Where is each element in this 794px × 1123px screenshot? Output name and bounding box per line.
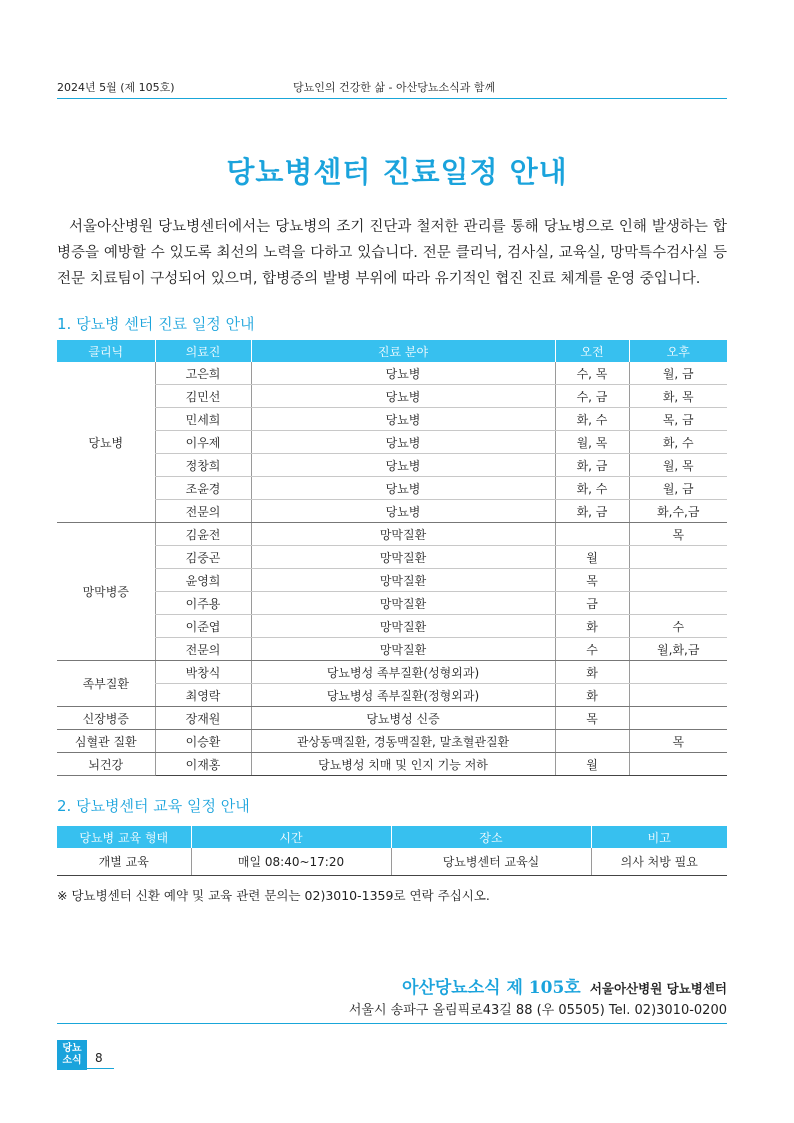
page-title: 당뇨병센터 진료일정 안내 bbox=[226, 155, 568, 189]
clinic-cell: 족부질환 bbox=[57, 661, 155, 707]
edu-note-cell: 의사 처방 필요 bbox=[591, 848, 727, 876]
am-cell: 월, 목 bbox=[555, 431, 629, 454]
clinic-cell: 뇌건강 bbox=[57, 753, 155, 776]
header-tagline: 당뇨인의 건강한 삶 - 아산당뇨소식과 함께 bbox=[293, 81, 496, 94]
education-header-row bbox=[57, 826, 727, 848]
page-number: 8 bbox=[95, 1051, 103, 1065]
am-cell: 목 bbox=[555, 569, 629, 592]
field-cell: 당뇨병 bbox=[251, 385, 555, 408]
pm-cell: 수 bbox=[629, 615, 727, 638]
pm-cell: 월, 금 bbox=[629, 362, 727, 385]
table-row bbox=[57, 638, 727, 661]
doctor-cell: 윤영희 bbox=[155, 569, 251, 592]
pm-cell bbox=[629, 661, 727, 684]
am-cell: 수, 목 bbox=[555, 362, 629, 385]
table-row bbox=[57, 546, 727, 569]
newsletter-badge bbox=[57, 1040, 87, 1070]
pm-cell: 목 bbox=[629, 523, 727, 546]
page-number-underline bbox=[57, 1068, 114, 1069]
clinic-cell: 당뇨병 bbox=[57, 362, 155, 523]
field-cell: 당뇨병 bbox=[251, 362, 555, 385]
field-cell: 망막질환 bbox=[251, 569, 555, 592]
doctor-cell: 이재홍 bbox=[155, 753, 251, 776]
col-header-am: 오전 bbox=[555, 340, 629, 362]
schedule-header-row bbox=[57, 340, 727, 362]
table-row bbox=[57, 569, 727, 592]
doctor-cell: 박창식 bbox=[155, 661, 251, 684]
intro-text: 서울아산병원 당뇨병센터에서는 당뇨병의 조기 진단과 철저한 관리를 통해 당뇨병으로 인해 발생하는 합병증을 예방할 수 있도록 최선의 노력을 다하고 있습니다. 전문 클리닉, 검사실, 교육실, 망막특수검사실 등 전문 치료팀이 구성되어 있으며, 합병증의 발병 부위에 따라 유기적인 협진 진료 체계를 운영 중입니다. bbox=[57, 219, 727, 287]
am-cell: 화 bbox=[555, 661, 629, 684]
am-cell: 화 bbox=[555, 684, 629, 707]
pm-cell: 목, 금 bbox=[629, 408, 727, 431]
pm-cell: 화, 수 bbox=[629, 431, 727, 454]
pm-cell bbox=[629, 684, 727, 707]
col-header-remark: 비고 bbox=[591, 826, 727, 848]
badge-line1: 당뇨 bbox=[62, 1043, 82, 1054]
table-row bbox=[57, 477, 727, 500]
field-cell: 당뇨병 bbox=[251, 500, 555, 523]
col-header-clinic: 클리닉 bbox=[57, 340, 155, 362]
am-cell: 화, 금 bbox=[555, 500, 629, 523]
table-row bbox=[57, 523, 727, 546]
table-row bbox=[57, 592, 727, 615]
pm-cell bbox=[629, 546, 727, 569]
am-cell: 화, 금 bbox=[555, 454, 629, 477]
field-cell: 당뇨병 bbox=[251, 477, 555, 500]
table-row bbox=[57, 661, 727, 684]
table-row bbox=[57, 362, 727, 385]
doctor-cell: 민세희 bbox=[155, 408, 251, 431]
page-header bbox=[57, 79, 727, 97]
col-header-edu-type: 당뇨병 교육 형태 bbox=[57, 826, 191, 848]
section2-title: 2. 당뇨병센터 교육 일정 안내 bbox=[57, 797, 250, 815]
table-row bbox=[57, 707, 727, 730]
doctor-cell: 최영락 bbox=[155, 684, 251, 707]
education-row bbox=[57, 848, 727, 876]
field-cell: 망막질환 bbox=[251, 592, 555, 615]
edu-type-cell: 개별 교육 bbox=[57, 848, 191, 876]
field-cell: 당뇨병 bbox=[251, 454, 555, 477]
am-cell: 월 bbox=[555, 546, 629, 569]
doctor-cell: 김민선 bbox=[155, 385, 251, 408]
table-row bbox=[57, 684, 727, 707]
badge-line2: 소식 bbox=[62, 1055, 82, 1066]
am-cell: 목 bbox=[555, 707, 629, 730]
col-header-place: 장소 bbox=[391, 826, 591, 848]
am-cell: 화, 수 bbox=[555, 477, 629, 500]
publication-name: 아산당뇨소식 제 105호 bbox=[402, 978, 581, 998]
am-cell: 화 bbox=[555, 615, 629, 638]
doctor-cell: 조윤경 bbox=[155, 477, 251, 500]
header-divider bbox=[57, 98, 727, 99]
doctor-cell: 이승환 bbox=[155, 730, 251, 753]
am-cell: 수, 금 bbox=[555, 385, 629, 408]
field-cell: 당뇨병성 족부질환(정형외과) bbox=[251, 684, 555, 707]
table-row bbox=[57, 753, 727, 776]
org-name: 서울아산병원 당뇨병센터 bbox=[589, 981, 727, 996]
clinic-schedule-table bbox=[57, 340, 727, 776]
table-row bbox=[57, 500, 727, 523]
pm-cell: 화,수,금 bbox=[629, 500, 727, 523]
doctor-cell: 김윤전 bbox=[155, 523, 251, 546]
field-cell: 당뇨병 bbox=[251, 431, 555, 454]
am-cell: 금 bbox=[555, 592, 629, 615]
pm-cell bbox=[629, 569, 727, 592]
pm-cell: 월, 금 bbox=[629, 477, 727, 500]
section1-title: 1. 당뇨병 센터 진료 일정 안내 bbox=[57, 315, 255, 333]
field-cell: 관상동맥질환, 경동맥질환, 말초혈관질환 bbox=[251, 730, 555, 753]
table-row bbox=[57, 431, 727, 454]
table-row bbox=[57, 730, 727, 753]
doctor-cell: 이준엽 bbox=[155, 615, 251, 638]
doctor-cell: 이주용 bbox=[155, 592, 251, 615]
doctor-cell: 전문의 bbox=[155, 500, 251, 523]
doctor-cell: 장재원 bbox=[155, 707, 251, 730]
pm-cell bbox=[629, 753, 727, 776]
col-header-time: 시간 bbox=[191, 826, 391, 848]
field-cell: 망막질환 bbox=[251, 638, 555, 661]
field-cell: 망막질환 bbox=[251, 615, 555, 638]
pm-cell: 월,화,금 bbox=[629, 638, 727, 661]
clinic-cell: 심혈관 질환 bbox=[57, 730, 155, 753]
schedule-body bbox=[57, 362, 727, 776]
clinic-cell: 망막병증 bbox=[57, 523, 155, 661]
am-cell: 화, 수 bbox=[555, 408, 629, 431]
edu-place-cell: 당뇨병센터 교육실 bbox=[391, 848, 591, 876]
pm-cell: 화, 목 bbox=[629, 385, 727, 408]
am-cell: 수 bbox=[555, 638, 629, 661]
issue-label: 2024년 5월 (제 105호) bbox=[57, 81, 175, 94]
am-cell: 월 bbox=[555, 753, 629, 776]
footer-title bbox=[402, 973, 727, 998]
field-cell: 당뇨병성 신증 bbox=[251, 707, 555, 730]
table-row bbox=[57, 454, 727, 477]
field-cell: 망막질환 bbox=[251, 546, 555, 569]
footer-divider bbox=[57, 1023, 727, 1024]
edu-time-cell: 매일 08:40~17:20 bbox=[191, 848, 391, 876]
field-cell: 당뇨병성 족부질환(성형외과) bbox=[251, 661, 555, 684]
pm-cell: 월, 목 bbox=[629, 454, 727, 477]
am-cell bbox=[555, 523, 629, 546]
field-cell: 당뇨병성 치매 및 인지 기능 저하 bbox=[251, 753, 555, 776]
contact-note: ※ 당뇨병센터 신환 예약 및 교육 관련 문의는 02)3010-1359로 연락 주십시오. bbox=[57, 888, 490, 903]
pm-cell bbox=[629, 707, 727, 730]
am-cell bbox=[555, 730, 629, 753]
col-header-doctor: 의료진 bbox=[155, 340, 251, 362]
doctor-cell: 김중곤 bbox=[155, 546, 251, 569]
field-cell: 당뇨병 bbox=[251, 408, 555, 431]
table-row bbox=[57, 385, 727, 408]
footer-address: 서울시 송파구 올림픽로43길 88 (우 05505) Tel. 02)3010-0200 bbox=[348, 1003, 727, 1018]
pm-cell: 목 bbox=[629, 730, 727, 753]
field-cell: 망막질환 bbox=[251, 523, 555, 546]
intro-paragraph bbox=[57, 214, 727, 292]
col-header-field: 진료 분야 bbox=[251, 340, 555, 362]
pm-cell bbox=[629, 592, 727, 615]
doctor-cell: 정창희 bbox=[155, 454, 251, 477]
doctor-cell: 고은희 bbox=[155, 362, 251, 385]
doctor-cell: 이우제 bbox=[155, 431, 251, 454]
clinic-cell: 신장병증 bbox=[57, 707, 155, 730]
education-table bbox=[57, 826, 727, 876]
col-header-pm: 오후 bbox=[629, 340, 727, 362]
table-row bbox=[57, 615, 727, 638]
table-row bbox=[57, 408, 727, 431]
doctor-cell: 전문의 bbox=[155, 638, 251, 661]
